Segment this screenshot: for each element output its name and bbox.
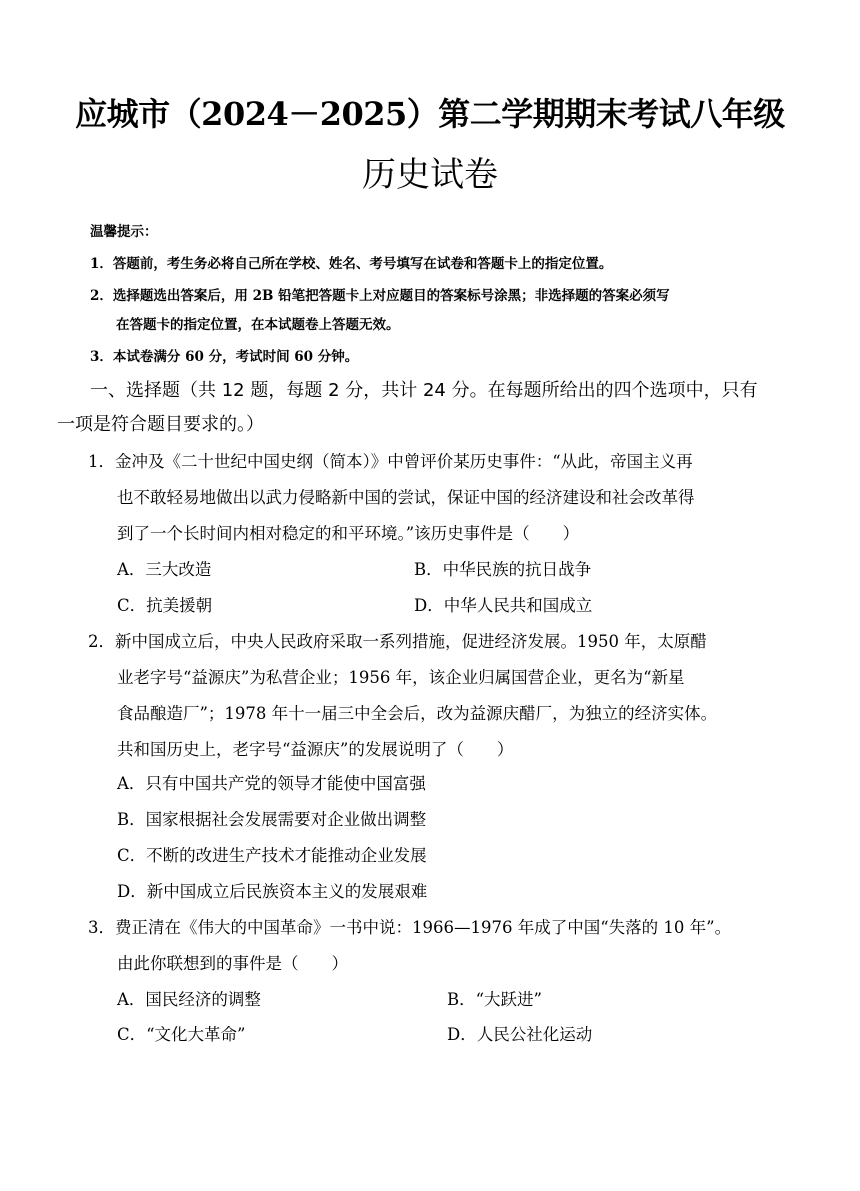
question-1-stem-line-3: 到了一个长时间内相对稳定的和平环境。”该历史事件是（ ） — [117, 524, 580, 543]
tip-item-1: 1．答题前，考生务必将自己所在学校、姓名、考号填写在试卷和答题卡上的指定位置。 — [90, 256, 613, 272]
question-2-option-c[interactable]: C．不断的改进生产技术才能推动企业发展 — [117, 846, 427, 865]
question-1-option-b[interactable]: B．中华民族的抗日战争 — [414, 560, 592, 579]
exam-subject-title: 历史试卷 — [362, 155, 498, 195]
question-2-option-a[interactable]: A．只有中国共产党的领导才能使中国富强 — [117, 774, 426, 793]
question-2-stem-line-1: 2．新中国成立后，中央人民政府采取一系列措施，促进经济发展。1950 年，太原醋 — [88, 632, 707, 651]
tip-item-2-line-2: 在答题卡的指定位置，在本试题卷上答题无效。 — [116, 317, 400, 333]
question-3-option-c[interactable]: C．“文化大革命” — [117, 1025, 246, 1044]
question-3-stem-line-2: 由此你联想到的事件是（ ） — [117, 954, 348, 973]
question-1-option-d[interactable]: D．中华人民共和国成立 — [414, 596, 593, 615]
question-2-stem-line-3: 食品酿造厂”；1978 年十一届三中全会后，改为益源庆醋厂，为独立的经济实体。 — [117, 704, 718, 723]
tip-item-3: 3．本试卷满分 60 分，考试时间 60 分钟。 — [90, 349, 359, 365]
question-2-stem-line-4: 共和国历史上，老字号“益源庆”的发展说明了（ ） — [117, 740, 514, 759]
question-2-option-d[interactable]: D．新中国成立后民族资本主义的发展艰难 — [117, 882, 428, 901]
exam-title: 应城市（2024－2025）第二学期期末考试八年级 — [75, 95, 785, 133]
question-1-stem-line-1: 1．金冲及《二十世纪中国史纲（简本）》中曾评价某历史事件：“从此，帝国主义再 — [88, 452, 693, 471]
question-3-stem-line-1: 3．费正清在《伟大的中国革命》一书中说：1966—1976 年成了中国“失落的 10 年”。 — [88, 918, 732, 937]
question-3-option-a[interactable]: A．国民经济的调整 — [117, 990, 261, 1009]
question-1-stem-line-2: 也不敢轻易地做出以武力侵略新中国的尝试，保证中国的经济建设和社会改革得 — [117, 488, 695, 507]
question-1-option-c[interactable]: C．抗美援朝 — [117, 596, 213, 615]
section-heading-line-2: 一项是符合题目要求的。） — [57, 414, 264, 435]
tips-heading: 温馨提示： — [90, 224, 158, 240]
tip-item-2-line-1: 2．选择题选出答案后，用 2B 铅笔把答题卡上对应题目的答案标号涂黑；非选择题的答案必须写 — [90, 288, 670, 304]
question-3-option-d[interactable]: D．人民公社化运动 — [447, 1025, 593, 1044]
question-2-stem-line-2: 业老字号“益源庆”为私营企业；1956 年，该企业归属国营企业，更名为“新星 — [117, 668, 685, 687]
question-1-option-a[interactable]: A．三大改造 — [117, 560, 212, 579]
question-2-option-b[interactable]: B．国家根据社会发展需要对企业做出调整 — [117, 810, 427, 829]
question-3-option-b[interactable]: B．“大跃进” — [447, 990, 542, 1009]
section-heading-line-1: 一、选择题（共 12 题，每题 2 分，共计 24 分。在每题所给出的四个选项中，只有 — [90, 380, 758, 401]
